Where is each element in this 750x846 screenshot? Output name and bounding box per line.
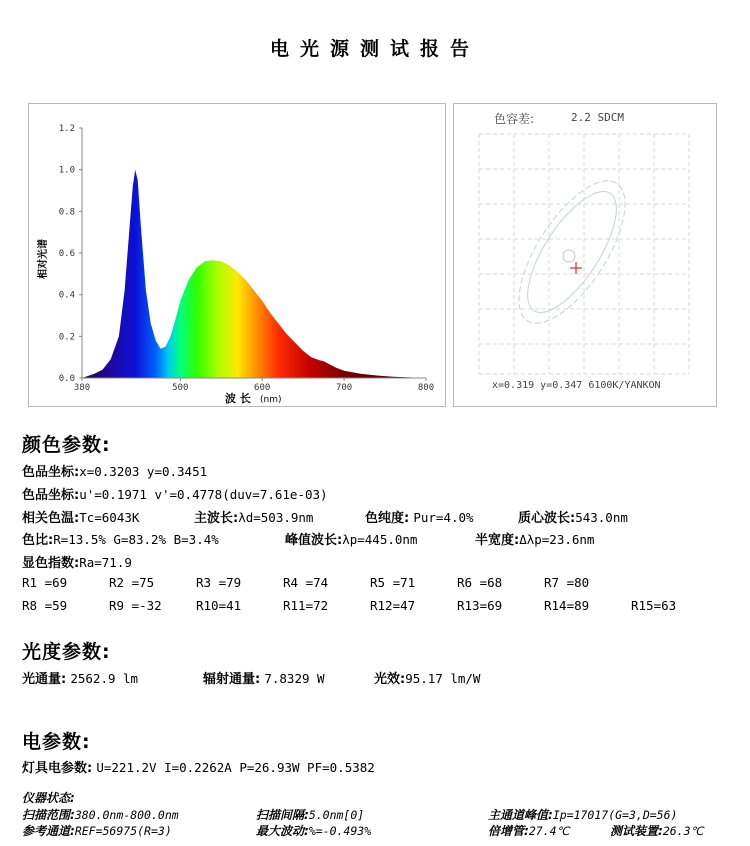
cri-r-item: R5 =71 bbox=[370, 575, 416, 590]
x-tick-label: 700 bbox=[335, 383, 353, 393]
luminous-flux: 光通量: 2562.9 lm bbox=[22, 671, 139, 687]
target-point bbox=[563, 250, 575, 262]
dominant-wavelength: 主波长:λd=503.9nm bbox=[194, 510, 314, 526]
measured-point-icon bbox=[570, 262, 582, 274]
x-axis-label: 波 长 bbox=[225, 392, 251, 405]
luminous-efficacy: 光效:95.17 lm/W bbox=[374, 671, 481, 687]
y-axis-label: 相对光谱 bbox=[38, 239, 49, 279]
cri-r-item: R4 =74 bbox=[283, 575, 329, 590]
chromaticity-panel bbox=[453, 103, 717, 407]
chromaticity-diagram bbox=[454, 104, 716, 406]
pmt-temperature: 倍增管:27.4℃ bbox=[488, 824, 570, 838]
cri-r-item: R12=47 bbox=[370, 598, 416, 613]
reference-channel: 参考通道:REF=56975(R=3) bbox=[22, 824, 172, 838]
x-tick-label: 800 bbox=[417, 383, 435, 393]
elec-params-heading: 电参数: bbox=[22, 731, 91, 753]
y-tick-label: 1.0 bbox=[58, 165, 75, 176]
spectrum-area bbox=[82, 170, 426, 378]
sdcm-value: 2.2 SDCM bbox=[571, 111, 624, 124]
x-tick-label: 380 bbox=[73, 383, 91, 393]
cri-r-item: R8 =59 bbox=[22, 598, 68, 613]
cri-r-item: R6 =68 bbox=[457, 575, 503, 590]
tolerance-label: 色容差: bbox=[494, 112, 535, 126]
cri-row: 显色指数:Ra=71.9 bbox=[22, 555, 132, 571]
cri-r-item: R2 =75 bbox=[109, 575, 155, 590]
x-tick-label: 500 bbox=[172, 383, 189, 393]
centroid-wavelength: 质心波长:543.0nm bbox=[518, 510, 628, 526]
purity: 色纯度: Pur=4.0% bbox=[365, 510, 474, 526]
device-temperature: 测试装置:26.3℃ bbox=[610, 824, 704, 838]
scan-interval: 扫描间隔:5.0nm[0] bbox=[256, 808, 365, 822]
cri-r-item: R7 =80 bbox=[544, 575, 590, 590]
y-tick-label: 0.2 bbox=[58, 332, 75, 343]
y-tick-label: 0.0 bbox=[58, 374, 75, 384]
tolerance-ellipse-outer bbox=[499, 165, 645, 340]
cri-r-item: R14=89 bbox=[544, 598, 590, 613]
max-fluctuation: 最大波动:%=-0.493% bbox=[256, 824, 372, 838]
cri-r-item: R9 =-32 bbox=[109, 598, 162, 613]
y-tick-label: 0.4 bbox=[58, 290, 75, 301]
y-tick-label: 0.8 bbox=[58, 207, 75, 218]
scan-range: 扫描范围:380.0nm-800.0nm bbox=[22, 808, 179, 822]
y-tick-label: 1.2 bbox=[58, 124, 75, 134]
spectrum-panel bbox=[28, 103, 446, 407]
cri-r-item: R11=72 bbox=[283, 598, 329, 613]
spectrum-chart bbox=[29, 104, 445, 406]
tolerance-ellipse-inner bbox=[511, 179, 633, 326]
x-tick-label: 600 bbox=[254, 383, 271, 393]
chroma-uv-row: 色品坐标:u'=0.1971 v'=0.4778(duv=7.61e-03) bbox=[22, 487, 328, 503]
radiant-flux: 辐射通量: 7.8329 W bbox=[203, 671, 325, 687]
cct-row: 相关色温:Tc=6043K bbox=[22, 510, 140, 526]
cri-r-item: R1 =69 bbox=[22, 575, 68, 590]
main-channel-peak: 主通道峰值:Ip=17017(G=3,D=56) bbox=[488, 808, 678, 822]
cri-r-item: R13=69 bbox=[457, 598, 503, 613]
chromaticity-footer: x=0.319 y=0.347 6100K/YANKON bbox=[492, 380, 661, 391]
x-axis-unit: (nm) bbox=[260, 395, 282, 405]
peak-wavelength: 峰值波长:λp=445.0nm bbox=[285, 532, 418, 548]
lamp-electrical: 灯具电参数: U=221.2V I=0.2262A P=26.93W PF=0.5382 bbox=[22, 760, 375, 776]
y-tick-label: 0.6 bbox=[58, 249, 75, 259]
cri-r-item: R3 =79 bbox=[196, 575, 242, 590]
cri-r-item: R10=41 bbox=[196, 598, 242, 613]
color-ratio: 色比:R=13.5% G=83.2% B=3.4% bbox=[22, 532, 219, 548]
color-params-heading: 颜色参数: bbox=[22, 434, 111, 456]
chroma-xy-row: 色品坐标:x=0.3203 y=0.3451 bbox=[22, 464, 208, 480]
cri-r-item: R15=63 bbox=[631, 598, 677, 613]
photo-params-heading: 光度参数: bbox=[22, 641, 111, 663]
half-width: 半宽度:Δλp=23.6nm bbox=[475, 532, 595, 548]
report-title: 电光源测试报告 bbox=[269, 38, 480, 60]
instrument-heading: 仪器状态: bbox=[22, 791, 75, 805]
